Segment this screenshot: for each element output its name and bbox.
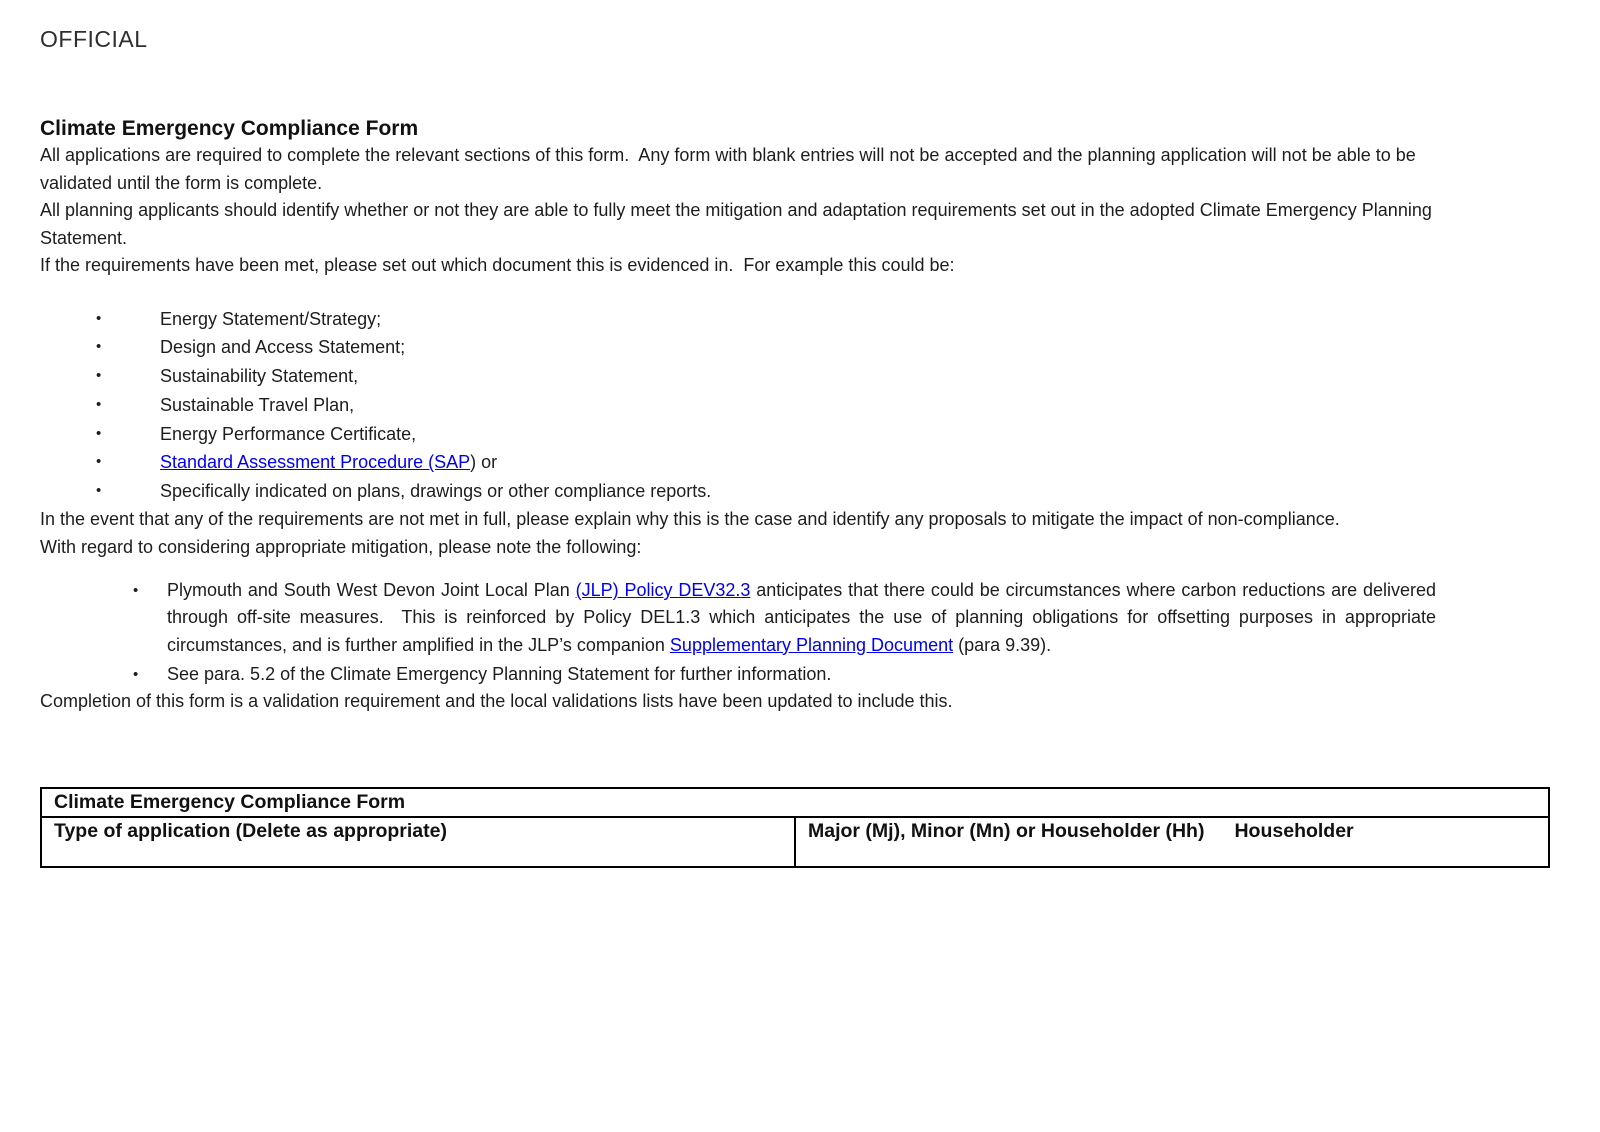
non-compliance-paragraph: In the event that any of the requirements are not met in full, please explain why this is the case and identify any proposals to mitigate the impact of non-compliance. bbox=[40, 509, 1340, 530]
list-item-label: Energy Performance Certificate, bbox=[160, 423, 417, 444]
table-row bbox=[41, 817, 1549, 867]
intro-paragraph-2: All planning applicants should identify whether or not they are able to fully meet the mitigation and adaptation requirements set out in the adopted Climate Emergency Planning Statement. bbox=[40, 200, 1432, 248]
sap-link[interactable]: Standard Assessment Procedure (SAP bbox=[160, 452, 471, 473]
mitigation-note-paragraph: With regard to considering appropriate mitigation, please note the following: bbox=[40, 536, 642, 557]
list-item-travel-plan bbox=[40, 391, 1462, 420]
document-body bbox=[40, 142, 1462, 716]
mitigation-note-list bbox=[40, 577, 1462, 688]
bullet-icon: • bbox=[96, 453, 102, 471]
application-type-label-cell: Type of application (Delete as appropriate) bbox=[41, 817, 795, 867]
list-item-plans-drawings bbox=[40, 477, 1462, 506]
list-item-sap bbox=[40, 448, 1462, 477]
jlp-text-2: anticipates that there could be circumstances where carbon reductions are delivered through off-site measures. This is reinforced by Policy DEL1.3 which anticipates the use of planning obligations for offsetting purposes in appropriate circumstances, and is further amplified in the JLP’s companion bbox=[167, 580, 1436, 655]
list-item-sustainability bbox=[40, 362, 1462, 391]
list-item-see-para bbox=[40, 661, 1436, 688]
list-item-label: Energy Statement/Strategy; bbox=[160, 308, 382, 329]
jlp-policy-link[interactable]: (JLP) Policy DEV32.3 bbox=[575, 580, 751, 601]
page-title: Climate Emergency Compliance Form bbox=[40, 117, 419, 140]
application-type-answer-cell bbox=[795, 817, 1549, 867]
list-item-label: Sustainable Travel Plan, bbox=[160, 394, 355, 415]
table-header-row bbox=[41, 788, 1549, 818]
intro-paragraph-3: If the requirements have been met, please set out which document this is evidenced in. For example this could be: bbox=[40, 255, 955, 275]
list-item-label: See para. 5.2 of the Climate Emergency Planning Statement for further information. bbox=[167, 663, 832, 684]
bullet-icon: • bbox=[96, 338, 102, 356]
bullet-icon: • bbox=[133, 582, 139, 600]
intro-paragraph-1: All applications are required to complete the relevant sections of this form. Any form with blank entries will not be accepted and the planning application will not be able to be validated until the form is complete. bbox=[40, 145, 1416, 193]
list-item-jlp-policy bbox=[40, 577, 1436, 659]
compliance-form-table bbox=[40, 787, 1550, 869]
bullet-icon: • bbox=[96, 395, 102, 413]
application-type-value[interactable]: Householder bbox=[1234, 820, 1354, 843]
bullet-icon: • bbox=[96, 309, 102, 327]
application-type-options: Major (Mj), Minor (Mn) or Householder (Hh) bbox=[808, 820, 1205, 843]
list-item-energy-statement bbox=[40, 305, 1462, 334]
list-item-design-access bbox=[40, 333, 1462, 362]
sap-suffix: ) or bbox=[470, 452, 498, 473]
bullet-icon: • bbox=[96, 482, 102, 500]
list-item-label: Design and Access Statement; bbox=[160, 337, 406, 358]
bullet-icon: • bbox=[133, 665, 139, 683]
table-title-cell: Climate Emergency Compliance Form bbox=[41, 788, 1549, 818]
list-item-label: Specifically indicated on plans, drawings or other compliance reports. bbox=[160, 481, 712, 502]
spd-link[interactable]: Supplementary Planning Document bbox=[669, 634, 954, 655]
closing-paragraph: Completion of this form is a validation requirement and the local validations lists have been updated to include this. bbox=[40, 691, 953, 712]
list-item-epc bbox=[40, 420, 1462, 449]
jlp-text-3: (para 9.39). bbox=[953, 634, 1052, 655]
bullet-icon: • bbox=[96, 367, 102, 385]
evidence-document-list bbox=[40, 305, 1462, 507]
classification-banner: OFFICIAL bbox=[40, 26, 148, 52]
bullet-icon: • bbox=[96, 424, 102, 442]
list-item-label: Sustainability Statement, bbox=[160, 366, 359, 387]
jlp-text-1: Plymouth and South West Devon Joint Local Plan bbox=[167, 580, 576, 601]
